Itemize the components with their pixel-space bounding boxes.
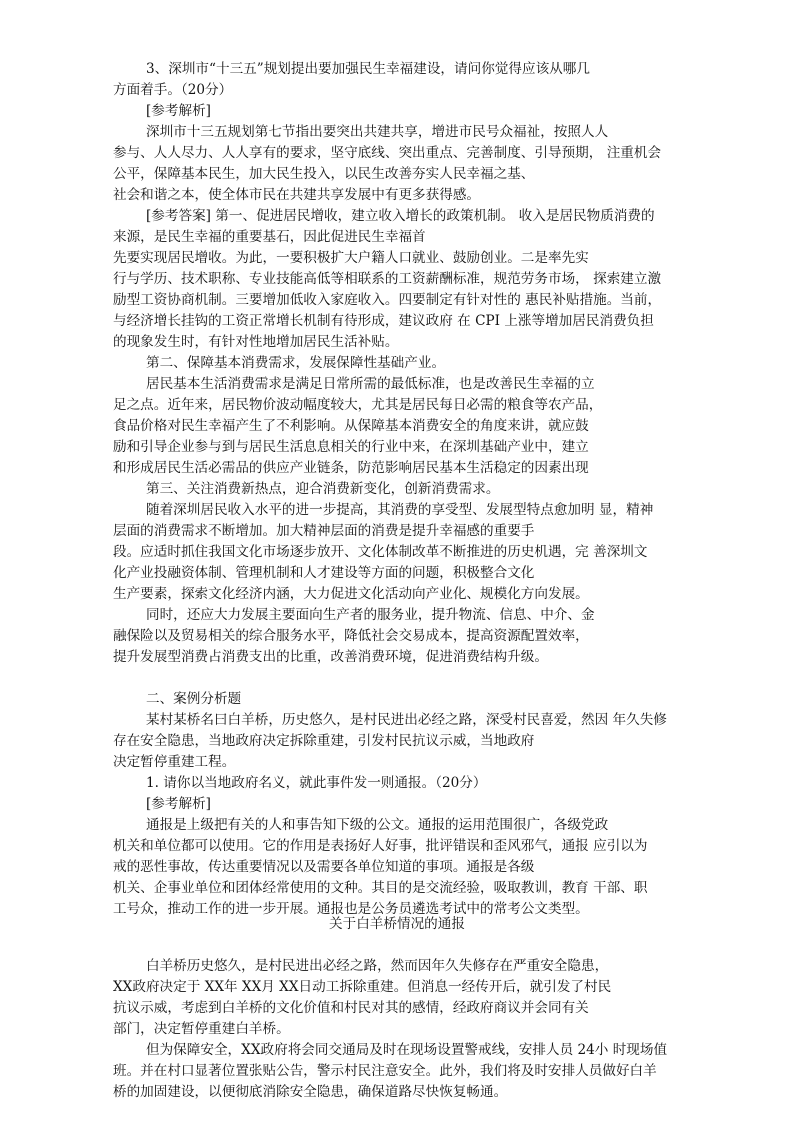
paragraph-line: 通报是上级把有关的人和事告知下级的公文。通报的运用范围很广，各级党政 <box>146 817 609 833</box>
paragraph-line: 社会和谐之本，使全体市民在共建共享发展中有更多获得感。 <box>113 187 481 203</box>
paragraph-line: 和形成居民生活必需品的供应产业链条，防范影响居民基本生活稳定的因素出现 <box>113 460 589 476</box>
paragraph-line: 戒的恶性事故，传达重要情况以及需要各单位知道的事项。通报是各级 <box>113 859 535 875</box>
paragraph-line: 同时，还应大力发展主要面向生产者的服务业，提升物流、信息、中介、金 <box>146 607 595 623</box>
section-heading-3: 第三、关注消费新热点，迎合消费新变化，创新消费需求。 <box>146 481 500 497</box>
section-title-case-analysis: 二、案例分析题 <box>146 691 242 707</box>
notice-line: 白羊桥历史悠久，是村民进出必经之路，然而因年久失修存在严重安全隐患， <box>146 958 609 974</box>
paragraph-line: 提升发展型消费占消费支出的比重，改善消费环境，促进消费结构升级。 <box>113 649 548 665</box>
paragraph-line: 公平，保障基本民生，加大民生投入，以民生改善夯实人民幸福之基、 <box>113 166 535 182</box>
paragraph-line: 食品价格对民生幸福产生了不利影响。从保障基本消费安全的角度来讲，就应鼓 <box>113 418 589 434</box>
paragraph-line: 生产要素，探索文化经济内涵，大力促进文化活动向产业化、规模化方向发展。 <box>113 586 589 602</box>
question-1-line: 1. 请你以当地政府名义，就此事件发一则通报。（20分） <box>146 775 487 791</box>
notice-line: 部门，决定暂停重建白羊桥。 <box>113 1021 290 1037</box>
paragraph-line: 的现象发生时，有针对性地增加居民生活补贴。 <box>113 334 399 350</box>
reference-analysis-label: [参考解析] <box>146 103 211 119</box>
notice-line: 但为保障安全，XX政府将会同交通局及时在现场设置警戒线，安排人员 24小 时现场值 <box>146 1042 668 1058</box>
paragraph-line: 与经济增长挂钩的工资正常增长机制有待形成，建议政府 在 CPI 上涨等增加居民消费负担 <box>113 313 654 329</box>
case-line: 某村某桥名曰白羊桥，历史悠久，是村民进出必经之路，深受村民喜爱，然因 年久失修 <box>146 712 667 728</box>
paragraph-line: 机关、企事业单位和团体经常使用的文种。其目的是交流经验，吸取教训，教育 干部、职 <box>113 880 648 896</box>
paragraph-line: 居民基本生活消费需求是满足日常所需的最低标准，也是改善民生幸福的立 <box>146 376 595 392</box>
paragraph-line: 足之点。近年来，居民物价波动幅度较大，尤其是居民每日必需的粮食等农产品， <box>113 397 603 413</box>
paragraph-line: 励型工资协商机制。三要增加低收入家庭收入。四要制定有针对性的 惠民补贴措施。当前， <box>113 292 662 308</box>
section-heading-2: 第二、保障基本消费需求，发展保障性基础产业。 <box>146 355 446 371</box>
notice-line: XX政府决定于 XX年 XX月 XX日动工拆除重建。但消息一经传开后，就引发了村民 <box>113 979 612 995</box>
notice-line: 抗议示威，考虑到白羊桥的文化价值和村民对其的感情，经政府商议并会同有关 <box>113 1000 589 1016</box>
paragraph-line: 机关和单位都可以使用。它的作用是表扬好人好事，批评错误和歪风邪气，通报 应引以为 <box>113 838 648 854</box>
paragraph-line: 先要实现居民增收。为此，一要积极扩大户籍人口就业、鼓励创业。二是率先实 <box>113 250 589 266</box>
question-3-line-1: 3、深圳市“十三五”规划提出要加强民生幸福建设，请问你觉得应该从哪几 <box>146 61 590 77</box>
paragraph-line: 段。应适时抓住我国文化市场逐步放开、文化体制改革不断推进的历史机遇，完 善深圳文 <box>113 544 648 560</box>
question-3-line-2: 方面着手。（20分） <box>113 82 233 98</box>
paragraph-line: 工号众，推动工作的进一步开展。通报也是公务员遴选考试中的常考公文类型。 <box>113 901 589 917</box>
paragraph-line: 融保险以及贸易相关的综合服务水平，降低社会交易成本，提高资源配置效率， <box>113 628 589 644</box>
paragraph-line: 随着深圳居民收入水平的进一步提高，其消费的享受型、发展型特点愈加明 显，精神 <box>146 502 654 518</box>
case-line: 存在安全隐患，当地政府决定拆除重建，引发村民抗议示威，当地政府 <box>113 733 535 749</box>
notice-line: 桥的加固建设，以便彻底消除安全隐患，确保道路尽快恢复畅通。 <box>113 1084 508 1100</box>
reference-analysis-label: [参考解析] <box>146 796 211 812</box>
paragraph-line: 化产业投融资体制、管理机制和人才建设等方面的问题，积极整合文化 <box>113 565 535 581</box>
notice-title: 关于白羊桥情况的通报 <box>329 916 465 932</box>
paragraph-line: 参与、人人尽力、人人享有的要求，坚守底线、突出重点、完善制度、引导预期， 注重机会 <box>113 145 662 161</box>
paragraph-line: 励和引导企业参与到与居民生活息息相关的行业中来，在深圳基础产业中，建立 <box>113 439 589 455</box>
reference-answer-line: [参考答案] 第一、促进居民增收，建立收入增长的政策机制。 收入是居民物质消费的 <box>146 208 655 224</box>
case-line: 决定暂停重建工程。 <box>113 754 236 770</box>
paragraph-line: 层面的消费需求不断增加。加大精神层面的消费是提升幸福感的重要手 <box>113 523 535 539</box>
paragraph-line: 来源，是民生幸福的重要基石，因此促进民生幸福首 <box>113 229 426 245</box>
paragraph-line: 深圳市十三五规划第七节指出要突出共建共享，增进市民号众福祉，按照人人 <box>146 124 609 140</box>
paragraph-line: 行与学历、技术职称、专业技能高低等相联系的工资薪酬标准，规范劳务市场， 探索建立激 <box>113 271 662 287</box>
notice-line: 班。并在村口显著位置张贴公告，警示村民注意安全。此外，我们将及时安排人员做好白羊 <box>113 1063 657 1079</box>
